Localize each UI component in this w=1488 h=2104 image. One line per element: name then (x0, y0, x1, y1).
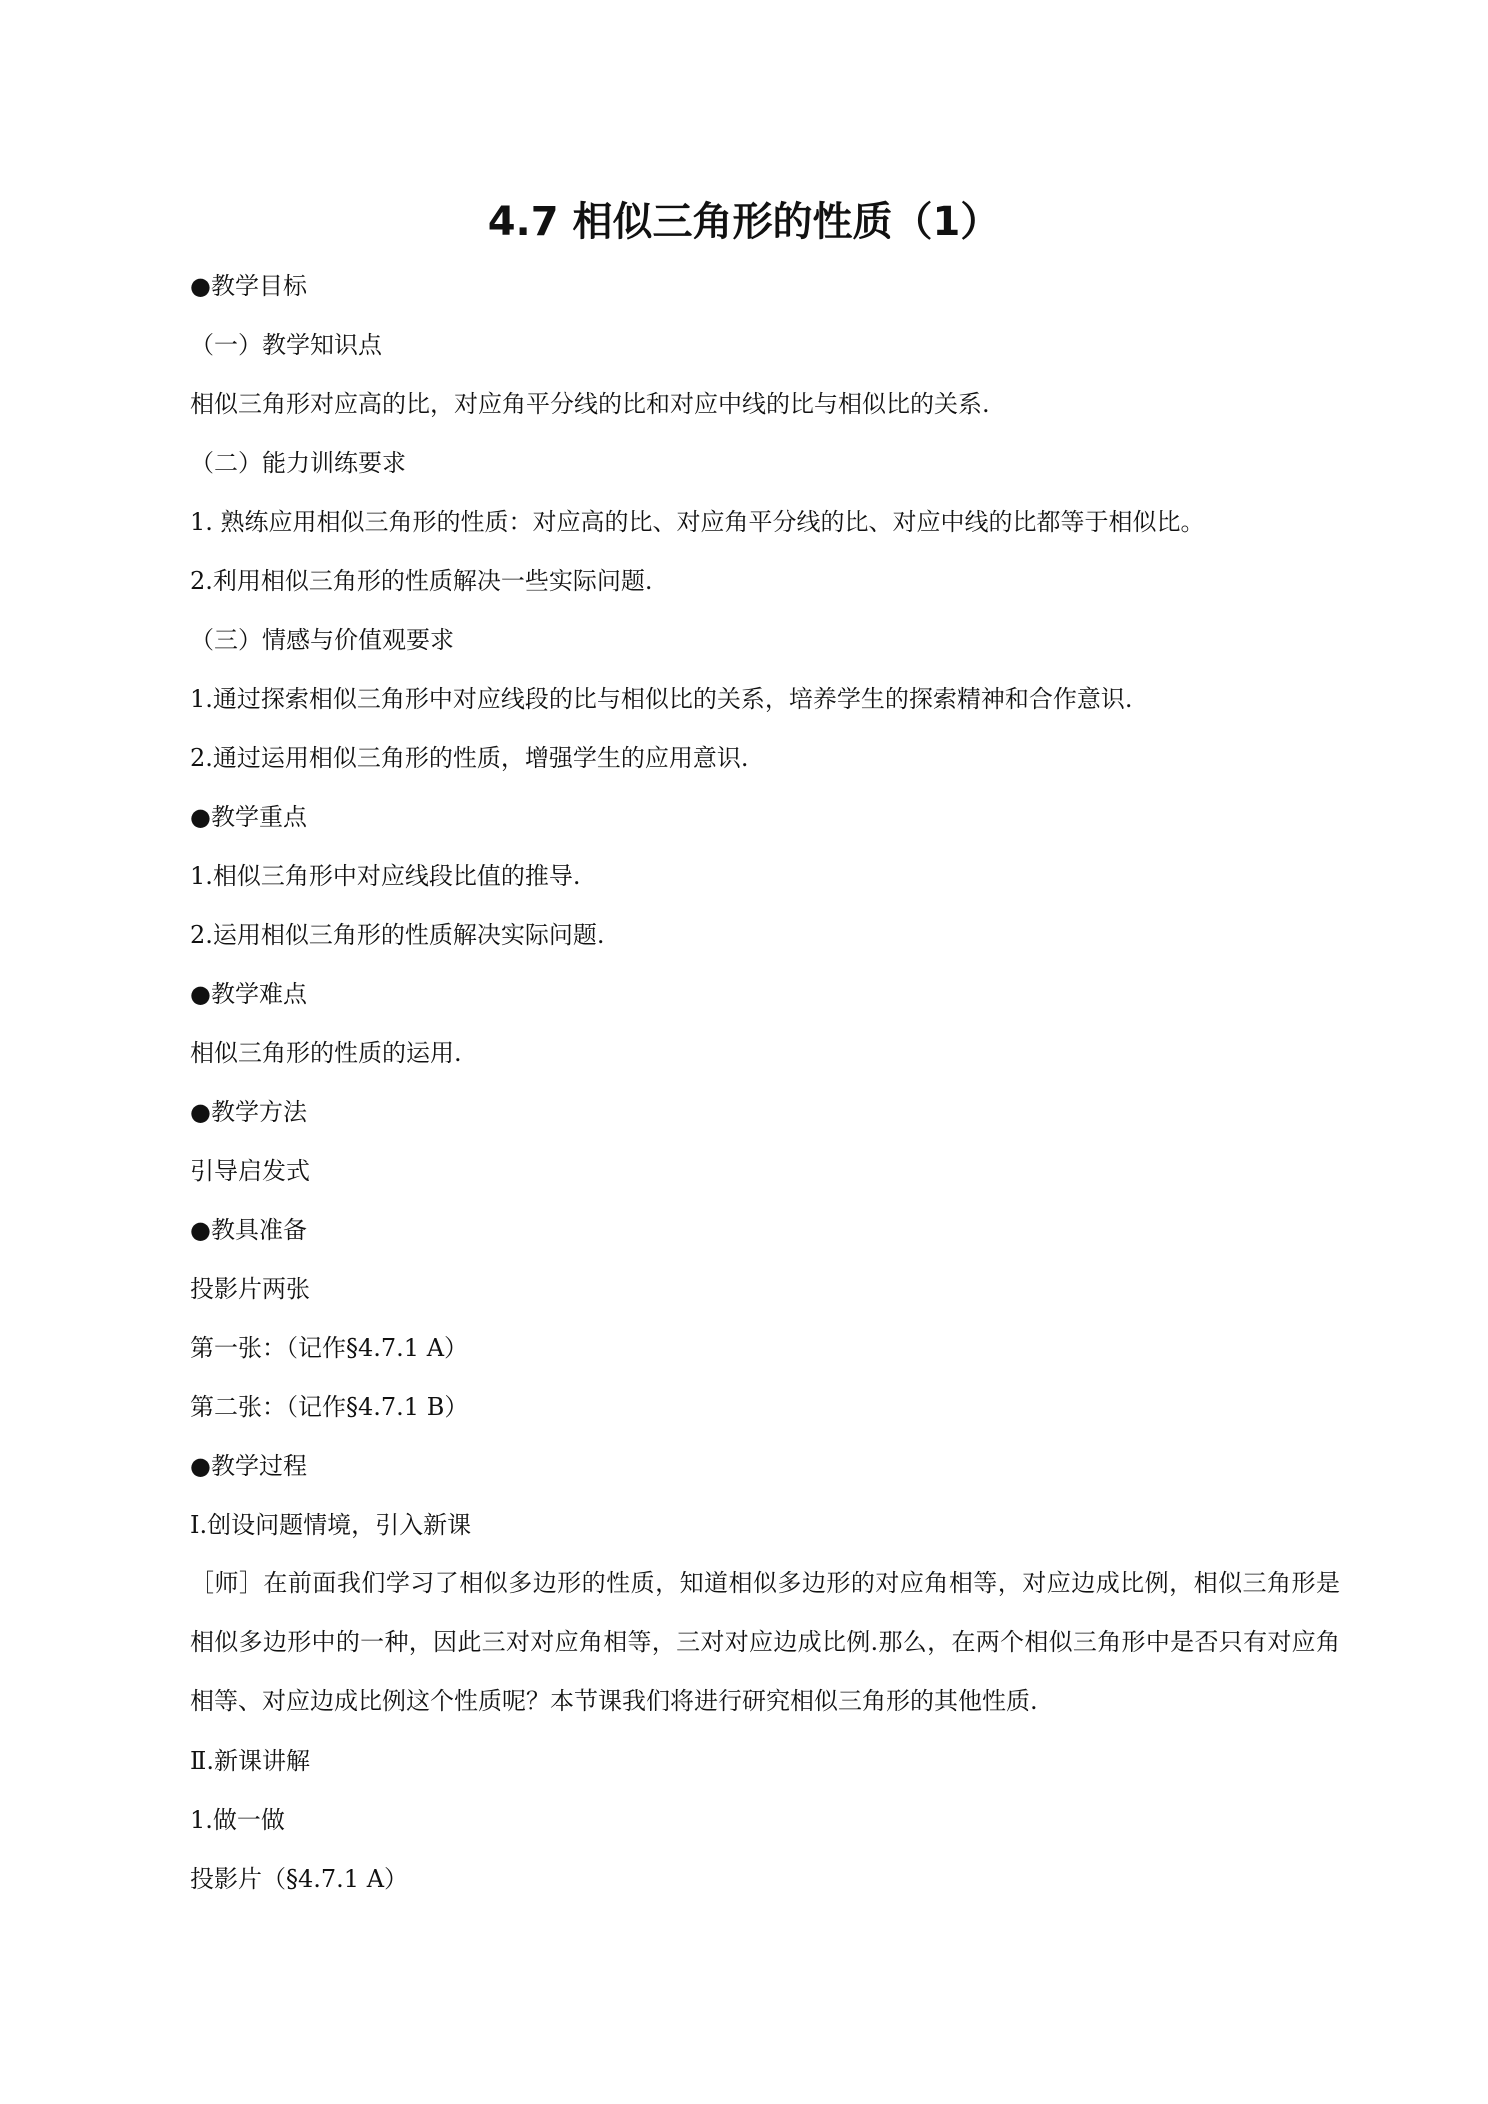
text-line: 投影片（§4.7.1 A） (190, 1865, 409, 1893)
body-paragraph: ［师］在前面我们学习了相似多边形的性质，知道相似多边形的对应角相等，对应边成比例，相似三角形是相似多边形中的一种，因此三对对应角相等，三对对应边成比例.那么，在两个相似三角形中是否只有对应角相等、对应边成比例这个性质呢？本节课我们将进行研究相似三角形的其他性质. (190, 1569, 1340, 1715)
section-heading-teaching-goals: ●教学目标 (190, 272, 307, 300)
subheading-intro: Ⅰ.创设问题情境，引入新课 (190, 1511, 472, 1539)
text-line: 相似三角形的性质的运用. (190, 1039, 462, 1067)
text-line: 2.通过运用相似三角形的性质，增强学生的应用意识. (190, 744, 749, 772)
section-heading-difficulties: ●教学难点 (190, 980, 307, 1008)
text-line: 2.运用相似三角形的性质解决实际问题. (190, 921, 605, 949)
text-line: 第二张：（记作§4.7.1 B） (190, 1393, 469, 1421)
section-heading-key-points: ●教学重点 (190, 803, 307, 831)
text-line: 投影片两张 (190, 1275, 310, 1303)
section-heading-process: ●教学过程 (190, 1452, 307, 1480)
text-line: 1.相似三角形中对应线段比值的推导. (190, 862, 581, 890)
section-heading-materials: ●教具准备 (190, 1216, 307, 1244)
text-line: 1.做一做 (190, 1806, 285, 1834)
subheading-knowledge-points: （一）教学知识点 (190, 331, 382, 359)
text-line: 相似三角形对应高的比，对应角平分线的比和对应中线的比与相似比的关系. (190, 390, 990, 418)
section-heading-methods: ●教学方法 (190, 1098, 307, 1126)
subheading-new-lesson: Ⅱ.新课讲解 (190, 1747, 310, 1775)
text-line: 第一张：（记作§4.7.1 A） (190, 1334, 469, 1362)
text-line: 1.通过探索相似三角形中对应线段的比与相似比的关系，培养学生的探索精神和合作意识. (190, 685, 1133, 713)
text-line: 引导启发式 (190, 1157, 310, 1185)
document-title: 4.7 相似三角形的性质（1） (487, 199, 1001, 245)
subheading-ability-requirements: （二）能力训练要求 (190, 449, 406, 477)
subheading-emotion-values: （三）情感与价值观要求 (190, 626, 454, 654)
text-line: 2.利用相似三角形的性质解决一些实际问题. (190, 567, 653, 595)
text-line: 1. 熟练应用相似三角形的性质：对应高的比、对应角平分线的比、对应中线的比都等于相似比。 (190, 508, 1205, 536)
